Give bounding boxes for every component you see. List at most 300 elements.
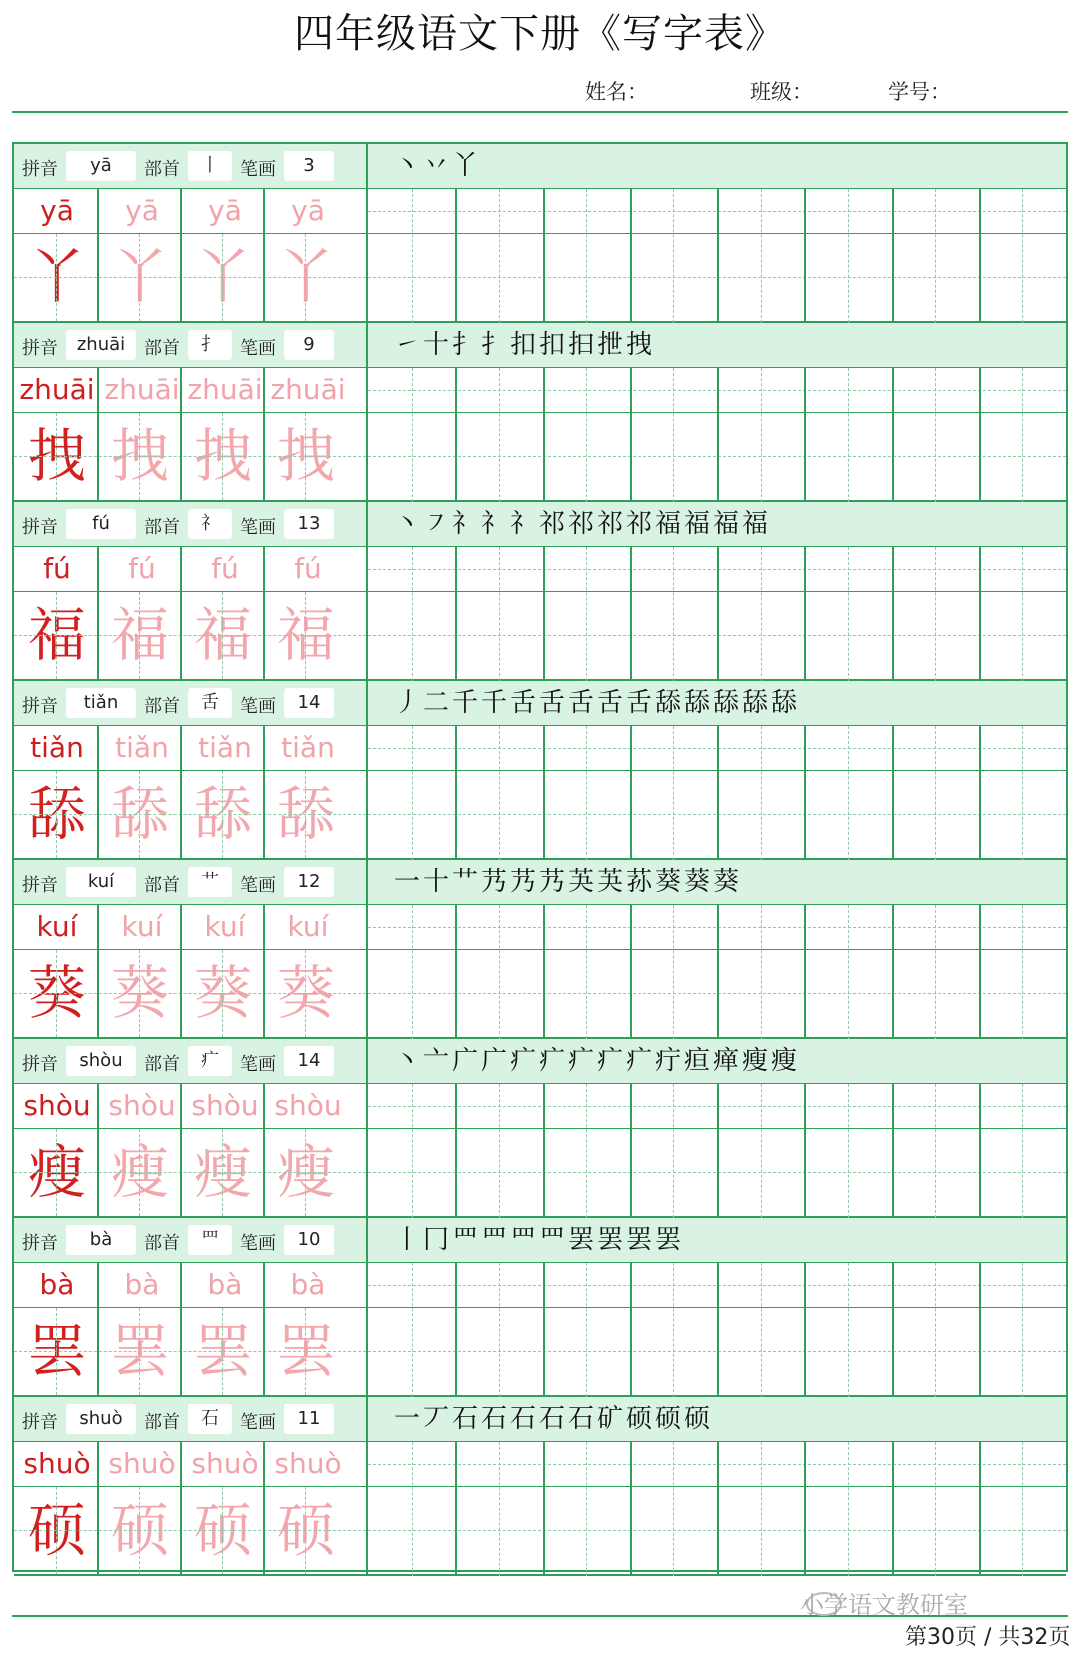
pinyin-trace: fú	[211, 552, 239, 585]
char-trace: 葵	[276, 959, 335, 1027]
radical-label: 部首	[144, 1412, 180, 1433]
pinyin-row	[14, 547, 1066, 592]
grid-line	[804, 1442, 806, 1576]
page-number: 第30页 / 共32页	[905, 1625, 1071, 1650]
column-divider	[366, 323, 368, 367]
grid-guide	[586, 1084, 587, 1218]
pinyin-label: 拼音	[22, 517, 58, 538]
grid-line	[263, 1084, 265, 1218]
stroke-step: ㇇	[423, 509, 450, 539]
grid-line	[455, 905, 457, 1039]
stroke-step: 舌	[510, 688, 537, 718]
stroke-step: 硕	[684, 1404, 711, 1434]
stroke-step: 亠	[423, 1046, 450, 1076]
char-trace: 硕	[110, 1496, 169, 1564]
grid-line	[717, 1084, 719, 1218]
grid-guide	[1022, 547, 1023, 681]
stroke-step: 舌	[626, 688, 653, 718]
grid-line	[263, 1263, 265, 1397]
char-trace: 瘦	[110, 1138, 169, 1206]
char-main: 罢	[27, 1317, 86, 1385]
strokes-label: 笔画	[240, 696, 276, 717]
grid-guide	[848, 1263, 849, 1397]
stroke-step: 舔	[684, 688, 711, 718]
grid-guide	[586, 1442, 587, 1576]
pinyin-row	[14, 905, 1066, 950]
grid-guide	[586, 547, 587, 681]
grid-line	[892, 547, 894, 681]
char-main: 瘦	[27, 1138, 86, 1206]
grid-guide	[586, 905, 587, 1039]
grid-line	[630, 1442, 632, 1576]
stroke-count-value: 10	[284, 1225, 334, 1255]
grid-line	[455, 726, 457, 860]
stroke-step: 舔	[771, 688, 798, 718]
stroke-step: 祁	[539, 509, 566, 539]
grid-guide	[935, 1263, 936, 1397]
pinyin-trace: yā	[208, 194, 242, 227]
grid-guide	[412, 189, 413, 323]
stroke-step: 扣	[539, 330, 566, 360]
char-block	[14, 1397, 1066, 1576]
pinyin-main: kuí	[36, 910, 78, 943]
pinyin-value: fú	[66, 509, 136, 539]
pinyin-row	[14, 726, 1066, 771]
grid-guide	[586, 189, 587, 323]
stroke-step: 荪	[626, 867, 653, 897]
pinyin-trace: zhuāi	[104, 373, 180, 406]
grid-guide	[848, 189, 849, 323]
grid-line	[180, 189, 182, 323]
column-divider	[366, 681, 368, 725]
grid-line	[717, 905, 719, 1039]
grid-line	[455, 547, 457, 681]
char-info-bar	[14, 502, 1066, 547]
radical-value: 疒	[188, 1046, 232, 1076]
pinyin-trace: shòu	[191, 1089, 259, 1122]
grid-guide	[499, 1263, 500, 1397]
stroke-step: 福	[684, 509, 711, 539]
pinyin-main: bà	[39, 1268, 75, 1301]
grid-line	[455, 1084, 457, 1218]
stroke-step: 瘦	[742, 1046, 769, 1076]
char-info	[14, 323, 366, 367]
stroke-step: 艿	[481, 867, 508, 897]
grid-line	[717, 1263, 719, 1397]
radical-value: 舌	[188, 688, 232, 718]
grid-guide	[499, 726, 500, 860]
grid-line	[979, 1084, 981, 1218]
stroke-step: 二	[423, 688, 450, 718]
grid-line	[630, 726, 632, 860]
grid-guide	[935, 189, 936, 323]
stroke-count-value: 12	[284, 867, 334, 897]
pinyin-main: shuò	[23, 1447, 91, 1480]
grid-line	[630, 1084, 632, 1218]
radical-value: 罒	[188, 1225, 232, 1255]
grid-line	[804, 726, 806, 860]
grid-line	[717, 368, 719, 502]
pinyin-trace: shuò	[108, 1447, 176, 1480]
pinyin-row	[14, 368, 1066, 413]
pinyin-trace: tiǎn	[198, 731, 252, 764]
header-divider	[12, 111, 1068, 113]
stroke-step: 丨	[394, 1225, 421, 1255]
grid-line	[717, 726, 719, 860]
pinyin-trace: tiǎn	[115, 731, 169, 764]
grid-line	[892, 1084, 894, 1218]
char-trace: 硕	[193, 1496, 252, 1564]
char-info	[14, 1397, 366, 1441]
grid-line	[892, 368, 894, 502]
grid-guide	[761, 547, 762, 681]
char-info	[14, 144, 366, 188]
pinyin-value: shòu	[66, 1046, 136, 1076]
stroke-step: 矿	[597, 1404, 624, 1434]
char-row	[14, 1308, 1066, 1397]
stroke-step: 石	[481, 1404, 508, 1434]
grid-line	[455, 368, 457, 502]
pinyin-row	[14, 1084, 1066, 1129]
stroke-step: 祁	[626, 509, 653, 539]
grid-guide	[499, 189, 500, 323]
grid-guide	[1022, 1442, 1023, 1576]
grid-guide	[761, 1442, 762, 1576]
char-trace: 福	[276, 601, 335, 669]
grid-line	[543, 726, 545, 860]
grid-guide	[1022, 368, 1023, 502]
column-divider	[366, 1397, 368, 1441]
page-title: 四年级语文下册《写字表》	[294, 11, 786, 57]
grid-line	[543, 189, 545, 323]
grid-line	[804, 368, 806, 502]
stroke-step: 丶	[394, 151, 421, 181]
grid-line	[543, 1084, 545, 1218]
radical-value: 艹	[188, 867, 232, 897]
grid-guide	[673, 1084, 674, 1218]
pinyin-main: tiǎn	[30, 731, 84, 764]
grid-line	[543, 547, 545, 681]
grid-line	[366, 368, 368, 502]
char-info-bar	[14, 1039, 1066, 1084]
stroke-step: 十	[423, 330, 450, 360]
grid-line	[979, 726, 981, 860]
char-main: 葵	[27, 959, 86, 1027]
grid-line	[804, 189, 806, 323]
stroke-step: 一	[394, 1404, 421, 1434]
grid-line	[97, 905, 99, 1039]
char-trace: 福	[193, 601, 252, 669]
grid-guide	[935, 1084, 936, 1218]
grid-line	[455, 1442, 457, 1576]
stroke-step: 疒	[597, 1046, 624, 1076]
grid-line	[97, 1263, 99, 1397]
stroke-step: 艿	[539, 867, 566, 897]
stroke-step: 礻	[452, 509, 479, 539]
pinyin-trace: kuí	[287, 910, 329, 943]
pinyin-value: shuò	[66, 1404, 136, 1434]
char-trace: 瘦	[193, 1138, 252, 1206]
grid-line	[455, 189, 457, 323]
radical-label: 部首	[144, 696, 180, 717]
grid-guide	[673, 905, 674, 1039]
pinyin-label: 拼音	[22, 1412, 58, 1433]
grid-guide	[14, 1351, 366, 1352]
grid-line	[455, 1263, 457, 1397]
grid-line	[804, 547, 806, 681]
char-info	[14, 1039, 366, 1083]
pinyin-row	[14, 1442, 1066, 1487]
strokes-label: 笔画	[240, 875, 276, 896]
grid-guide	[586, 726, 587, 860]
radical-value: 扌	[188, 330, 232, 360]
grid-guide	[761, 189, 762, 323]
grid-guide	[499, 547, 500, 681]
grid-guide	[673, 547, 674, 681]
pinyin-trace: kuí	[121, 910, 163, 943]
char-trace: 瘦	[276, 1138, 335, 1206]
strokes-label: 笔画	[240, 338, 276, 359]
grid-guide	[586, 368, 587, 502]
pinyin-value: tiǎn	[66, 688, 136, 718]
grid-line	[366, 726, 368, 860]
stroke-count-value: 9	[284, 330, 334, 360]
column-divider	[366, 502, 368, 546]
grid-guide	[14, 277, 366, 278]
grid-guide	[1022, 726, 1023, 860]
radical-label: 部首	[144, 875, 180, 896]
char-trace: 丫	[276, 243, 335, 311]
pinyin-main: yā	[40, 194, 74, 227]
stroke-step: 瘅	[713, 1046, 740, 1076]
stroke-count-value: 3	[284, 151, 334, 181]
char-info-bar	[14, 1397, 1066, 1442]
grid-line	[180, 1084, 182, 1218]
char-main: 丫	[27, 243, 86, 311]
column-divider	[366, 144, 368, 188]
column-divider	[366, 1039, 368, 1083]
stroke-step: 芵	[597, 867, 624, 897]
char-block	[14, 144, 1066, 323]
grid-line	[804, 905, 806, 1039]
grid-guide	[14, 1172, 366, 1173]
grid-line	[263, 368, 265, 502]
char-info-bar	[14, 144, 1066, 189]
grid-guide	[761, 1084, 762, 1218]
stroke-step: 石	[510, 1404, 537, 1434]
grid-guide	[412, 1263, 413, 1397]
stroke-step: 石	[539, 1404, 566, 1434]
grid-line	[630, 547, 632, 681]
char-trace: 拽	[276, 422, 335, 490]
stroke-step: 罢	[655, 1225, 682, 1255]
stroke-step: 丶	[394, 1046, 421, 1076]
char-row	[14, 1129, 1066, 1218]
strokes-label: 笔画	[240, 159, 276, 180]
grid-guide	[848, 1084, 849, 1218]
char-main: 拽	[27, 422, 86, 490]
stroke-count-value: 11	[284, 1404, 334, 1434]
stroke-step: 疒	[510, 1046, 537, 1076]
grid-guide	[761, 368, 762, 502]
grid-guide	[1022, 905, 1023, 1039]
stroke-step: 千	[452, 688, 479, 718]
stroke-step: 福	[713, 509, 740, 539]
grid-line	[630, 1263, 632, 1397]
char-trace: 丫	[110, 243, 169, 311]
stroke-step: 罢	[568, 1225, 595, 1255]
name-label: 姓名：	[585, 80, 648, 104]
stroke-step: 疒	[539, 1046, 566, 1076]
grid-guide	[848, 1442, 849, 1576]
stroke-step: 葵	[655, 867, 682, 897]
char-block	[14, 502, 1066, 681]
char-info	[14, 860, 366, 904]
grid-line	[717, 189, 719, 323]
grid-guide	[673, 189, 674, 323]
grid-line	[630, 905, 632, 1039]
grid-line	[97, 1442, 99, 1576]
stroke-step: 冂	[423, 1225, 450, 1255]
grid-line	[979, 368, 981, 502]
pinyin-main: shòu	[23, 1089, 91, 1122]
char-trace: 罢	[276, 1317, 335, 1385]
stroke-step: 丿	[394, 688, 421, 718]
char-info-bar	[14, 323, 1066, 368]
grid-guide	[586, 1263, 587, 1397]
grid-guide	[848, 547, 849, 681]
char-trace: 丫	[193, 243, 252, 311]
radical-label: 部首	[144, 1054, 180, 1075]
char-row	[14, 771, 1066, 860]
char-block	[14, 323, 1066, 502]
grid-guide	[412, 1442, 413, 1576]
stroke-step: 十	[423, 867, 450, 897]
char-info-bar	[14, 681, 1066, 726]
char-trace: 拽	[110, 422, 169, 490]
column-divider	[366, 860, 368, 904]
stroke-step: 丶	[394, 509, 421, 539]
pinyin-trace: shòu	[108, 1089, 176, 1122]
char-trace: 舔	[193, 780, 252, 848]
grid-guide	[412, 1084, 413, 1218]
char-row	[14, 592, 1066, 681]
char-block	[14, 1218, 1066, 1397]
stroke-step: 广	[452, 1046, 479, 1076]
grid-line	[97, 189, 99, 323]
grid-guide	[1022, 1084, 1023, 1218]
grid-line	[366, 1084, 368, 1218]
strokes-label: 笔画	[240, 517, 276, 538]
stroke-step: 福	[655, 509, 682, 539]
char-row	[14, 413, 1066, 502]
grid-line	[543, 1263, 545, 1397]
stroke-step: ㇀	[394, 330, 421, 360]
grid-guide	[1022, 189, 1023, 323]
grid-guide	[499, 1084, 500, 1218]
stroke-step: 艹	[452, 867, 479, 897]
char-trace: 舔	[110, 780, 169, 848]
grid-guide	[761, 1263, 762, 1397]
grid-line	[180, 905, 182, 1039]
stroke-step: 罒	[452, 1225, 479, 1255]
grid-guide	[935, 1442, 936, 1576]
pinyin-trace: yā	[291, 194, 325, 227]
stroke-step: 广	[481, 1046, 508, 1076]
grid-guide	[412, 905, 413, 1039]
grid-line	[97, 726, 99, 860]
pinyin-row	[14, 189, 1066, 234]
pinyin-trace: yā	[125, 194, 159, 227]
grid-line	[892, 1442, 894, 1576]
grid-line	[892, 726, 894, 860]
grid-line	[630, 368, 632, 502]
char-trace: 罢	[110, 1317, 169, 1385]
stroke-count-value: 14	[284, 1046, 334, 1076]
char-main: 舔	[27, 780, 86, 848]
char-trace: 硕	[276, 1496, 335, 1564]
grid-guide	[499, 368, 500, 502]
stroke-step: 罒	[539, 1225, 566, 1255]
grid-line	[717, 1442, 719, 1576]
char-block	[14, 1039, 1066, 1218]
pinyin-trace: fú	[294, 552, 322, 585]
grid-guide	[499, 1442, 500, 1576]
stroke-step: 舌	[539, 688, 566, 718]
stroke-count-value: 14	[284, 688, 334, 718]
pinyin-main: zhuāi	[19, 373, 95, 406]
char-row	[14, 234, 1066, 323]
pinyin-label: 拼音	[22, 159, 58, 180]
char-info-bar	[14, 860, 1066, 905]
stroke-step: 罢	[597, 1225, 624, 1255]
watermark: 小学语文教研室	[800, 1591, 968, 1619]
grid-line	[366, 189, 368, 323]
grid-line	[97, 547, 99, 681]
stroke-step: 疔	[655, 1046, 682, 1076]
pinyin-value: yā	[66, 151, 136, 181]
practice-sheet	[12, 142, 1068, 1572]
grid-line	[543, 905, 545, 1039]
grid-line	[180, 726, 182, 860]
char-block	[14, 681, 1066, 860]
grid-guide	[499, 905, 500, 1039]
grid-line	[366, 1442, 368, 1576]
grid-guide	[14, 456, 366, 457]
grid-line	[892, 905, 894, 1039]
grid-line	[892, 189, 894, 323]
pinyin-row	[14, 1263, 1066, 1308]
pinyin-trace: kuí	[204, 910, 246, 943]
grid-line	[97, 368, 99, 502]
stroke-step: 葵	[713, 867, 740, 897]
char-trace: 罢	[193, 1317, 252, 1385]
pinyin-value: bà	[66, 1225, 136, 1255]
stroke-step: 千	[481, 688, 508, 718]
grid-guide	[761, 905, 762, 1039]
stroke-step: 礻	[510, 509, 537, 539]
grid-guide	[673, 726, 674, 860]
stroke-step: 罒	[510, 1225, 537, 1255]
stroke-step: 芵	[568, 867, 595, 897]
grid-line	[979, 1442, 981, 1576]
char-main: 福	[27, 601, 86, 669]
strokes-label: 笔画	[240, 1233, 276, 1254]
grid-guide	[1022, 1263, 1023, 1397]
stroke-step: 舔	[655, 688, 682, 718]
class-label: 班级：	[750, 80, 813, 104]
stroke-step: 丆	[423, 1404, 450, 1434]
